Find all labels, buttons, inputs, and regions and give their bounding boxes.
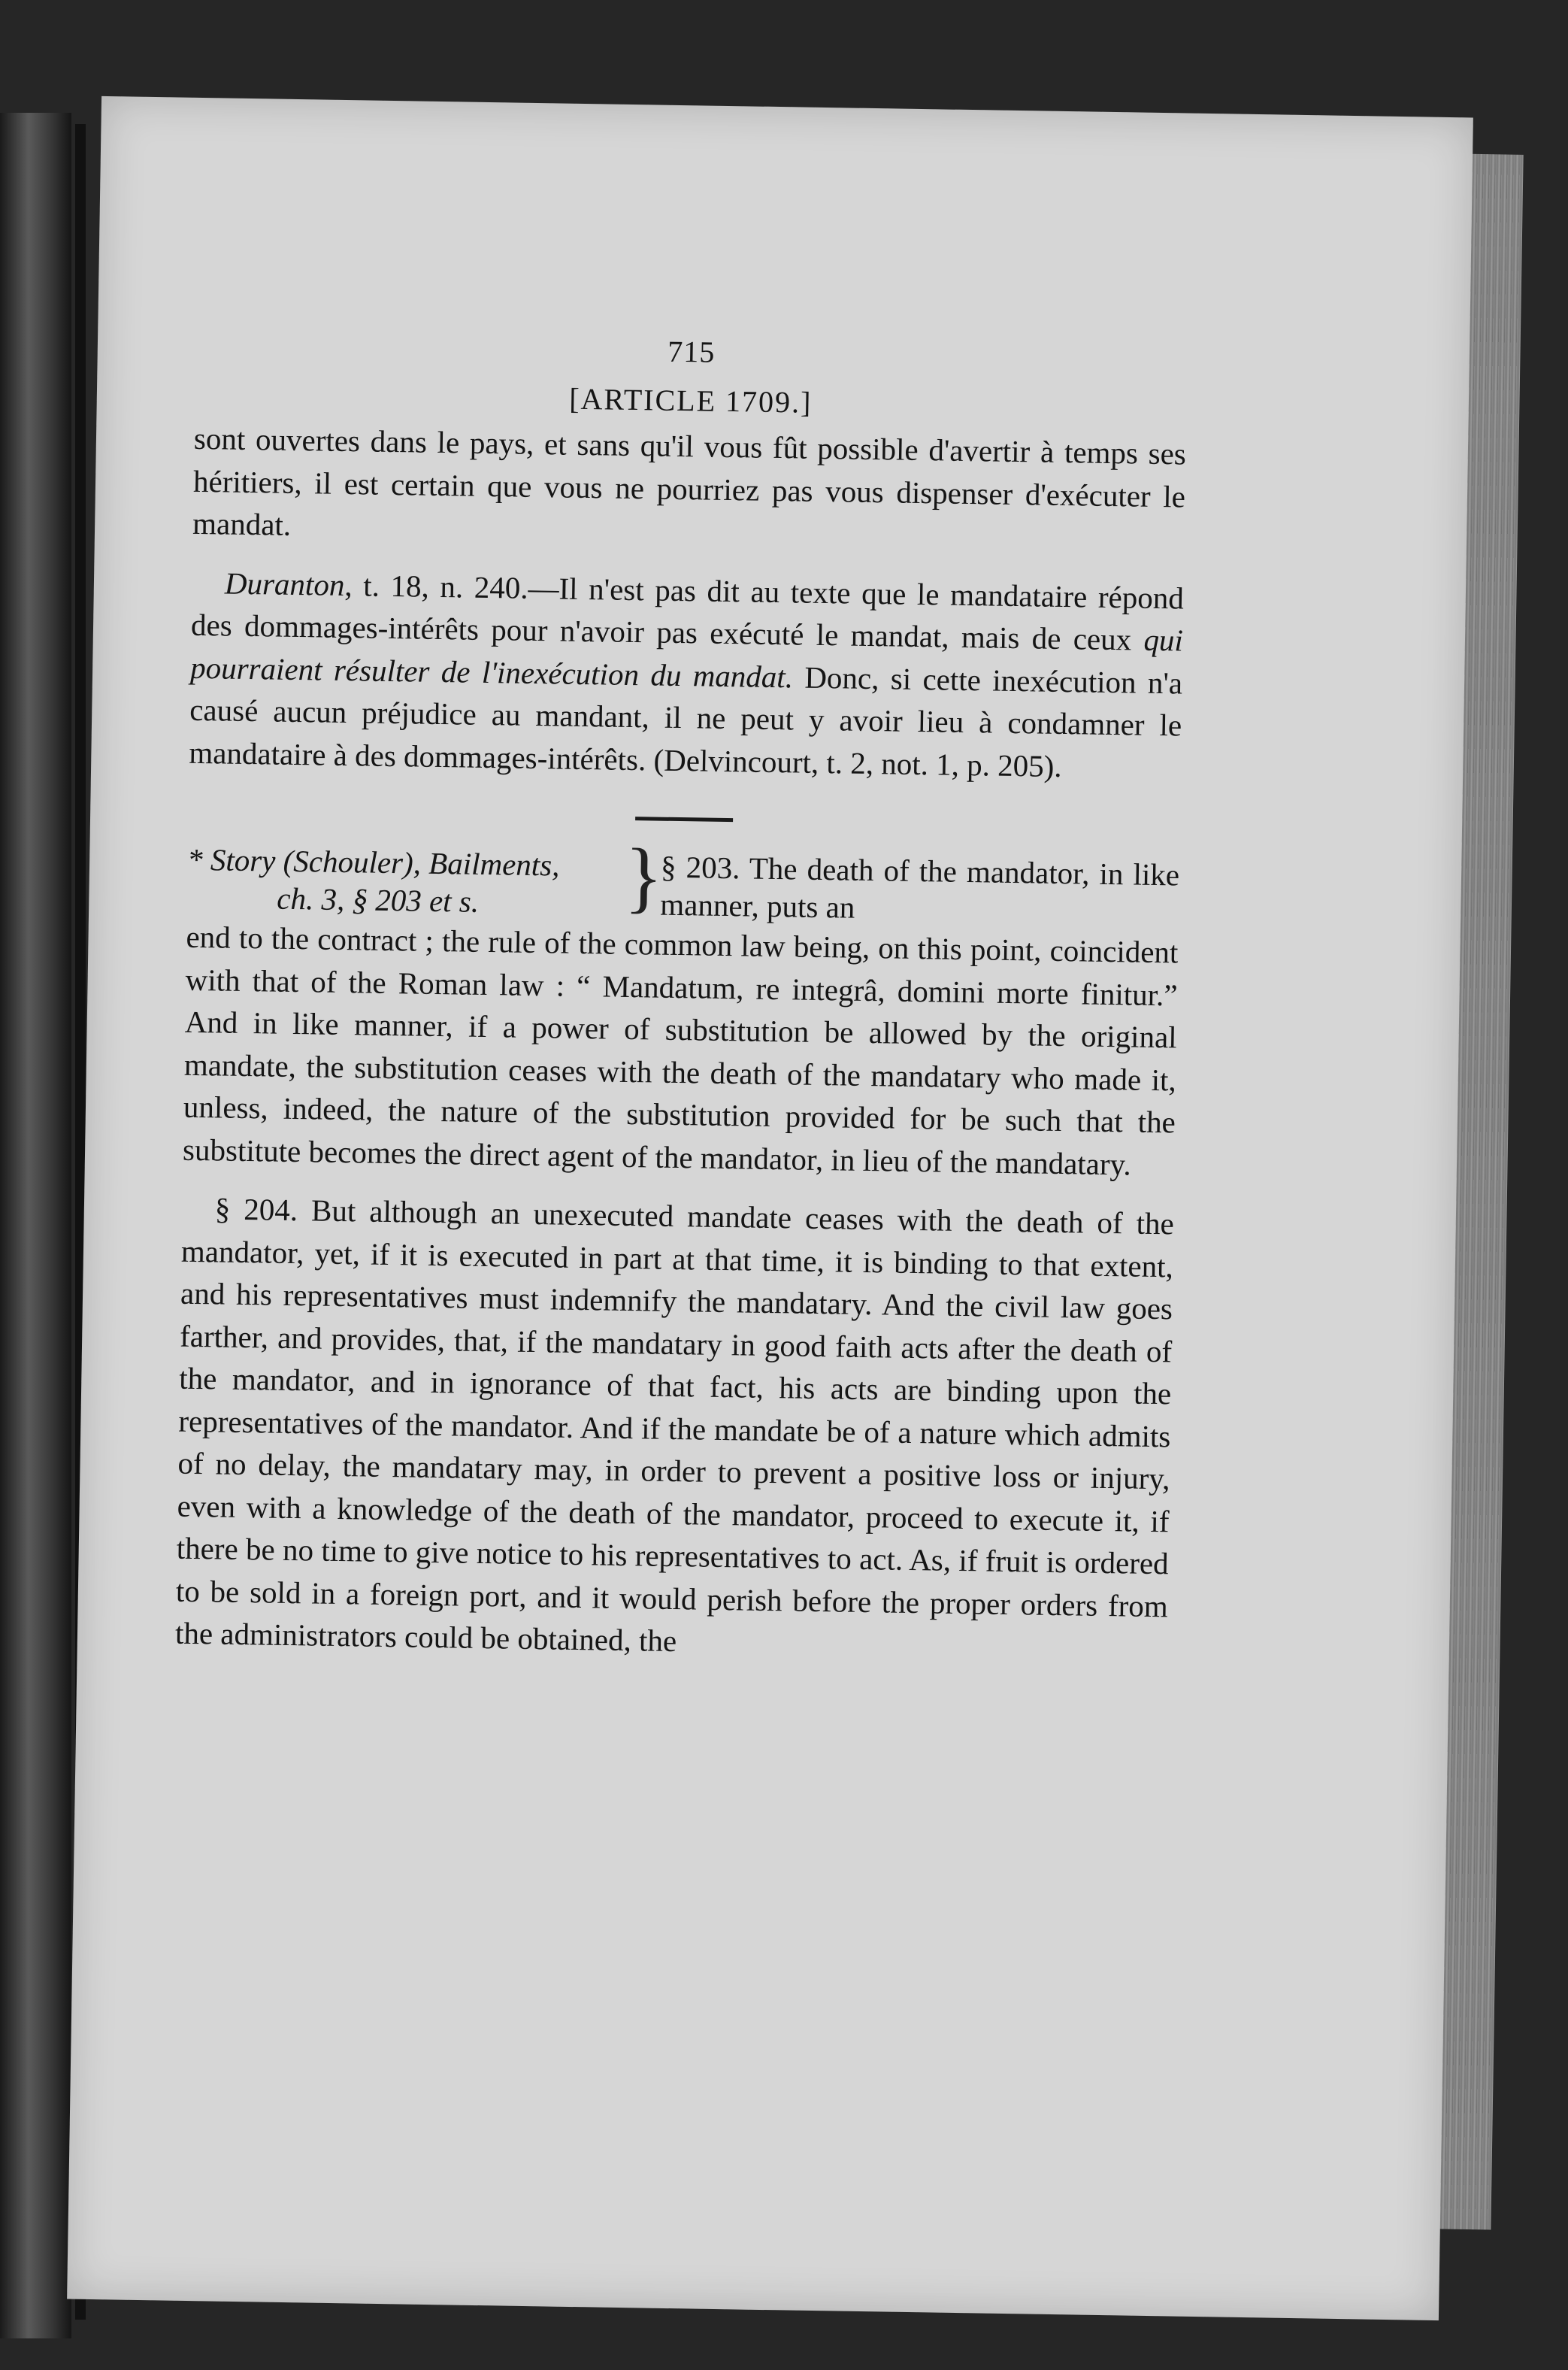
french-paragraph-2 [189, 561, 1184, 789]
section-204: § 204. But although an unexecuted mandate ceases with the death of the mandator, yet, if it is executed in part at that time, it is binding to that extent, and his representatives must indemnify the mandatary. And the civil law goes farther, and provides, that, if the mandatary in good faith acts after the death of the mandator, and in ignorance of that fact, his acts are binding upon the representatives of the mandator. And if the mandate be of a nature which admits of no delay, the mandatary may, in order to prevent a positive loss or injury, even with a knowledge of the death of the mandator, proceed to execute it, if there be no time to give notice to his representatives to act. As, if fruit is ordered to be sold in a foreign port, and it would perish before the proper orders from the administrators could be obtained, the [174, 1191, 1175, 1659]
remaining-text: Donc, si cette inexécution n'a causé aucun préjudice au mandant, il ne peut y avoir lieu à condamner le mandataire à des dommages-intérêts. (Delvincourt, t. 2, not. 1, p. 205). [189, 659, 1183, 783]
citation-line-1: * Story (Schouler), Bailments, [186, 841, 560, 883]
french-paragraph-1: sont ouvertes dans le pays, et sans qu'il vous fût possible d'avertir à temps ses héritiers, il est certain que vous ne pourriez pas vous dispenser d'exécuter le mandat. [192, 420, 1187, 542]
page-text [175, 323, 1188, 1670]
reference-text: , t. 18, n. 240.—Il n'est pas dit au texte que le mandataire répond des dommages-intérêts pour n'avoir pas exécuté le mandat, mais de ceux [190, 567, 1185, 657]
citation-source [186, 841, 638, 923]
author-name: Duranton [224, 565, 345, 602]
page-number: 715 [667, 334, 716, 369]
facing-page-edge [0, 113, 71, 2338]
section-203-opening: § 203. The death of the mandator, in like manner, puts an [659, 849, 1180, 925]
italic-quote: qui pourraient résulter de l'inexécution du mandat. [189, 622, 1184, 694]
article-header: [ARTICLE 1709.] [568, 381, 813, 420]
citation-brace: } [623, 832, 664, 921]
section-divider [635, 817, 733, 822]
section-203-body: end to the contract ; the rule of the common law being, on this point, coincident with that of the Roman law : “ Mandatum, re integrâ, domini morte finitur.” And in like manner, if a power of substitution be allowed by the original mandate, the substitution ceases with the death of the mandatary who made it, unless, indeed, the nature of the substitution provided for be such that the substitute becomes the direct agent of the mandator, in lieu of the mandatary. [182, 919, 1179, 1182]
book-page [67, 96, 1473, 2320]
citation-line-2: ch. 3, § 203 et s. [277, 880, 480, 919]
